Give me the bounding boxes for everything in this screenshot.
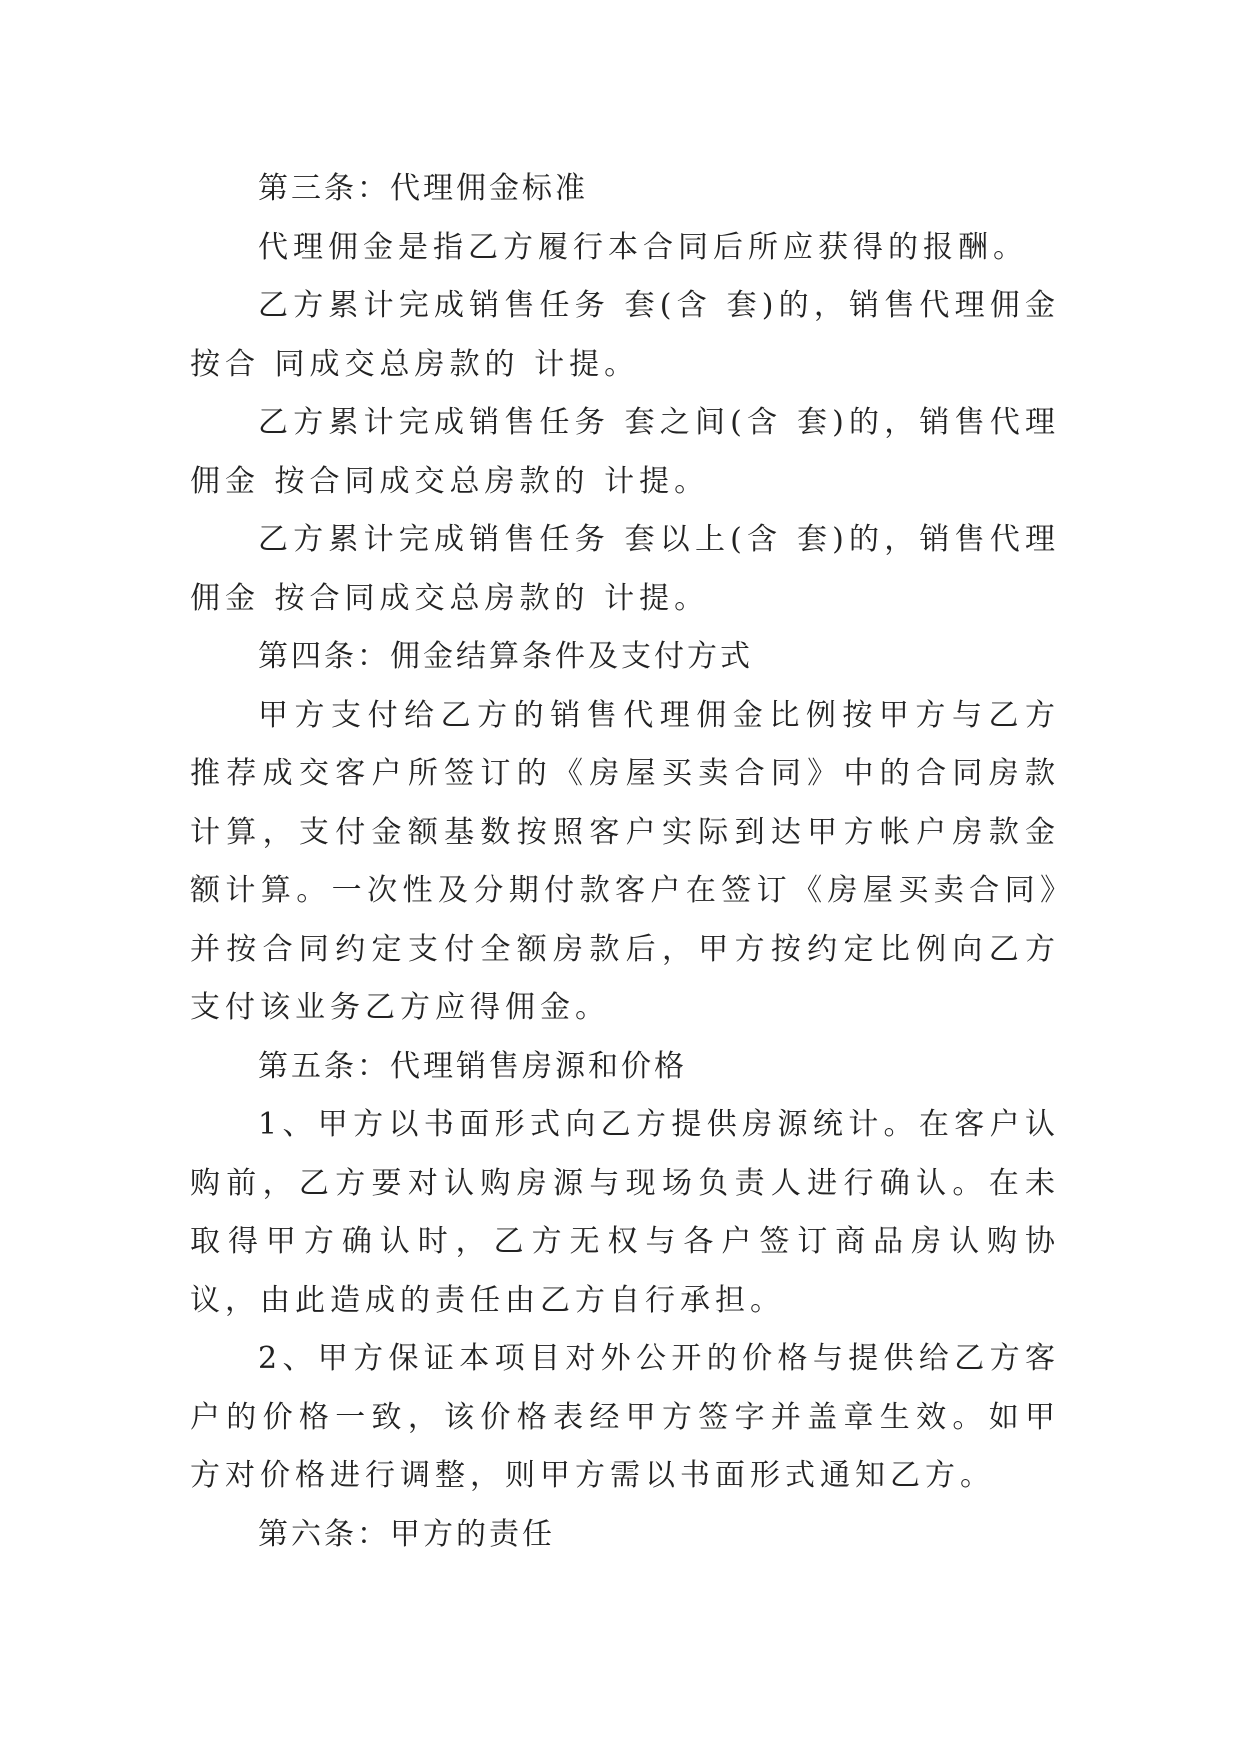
article-3-heading: 第三条：代理佣金标准 (258, 171, 588, 206)
commission-tier-1-paragraph: 乙方累计完成销售任务 套(含 套)的，销售代理佣金按合 同成交总房款的 计提。 (190, 288, 1060, 382)
article-4-heading: 第四条：佣金结算条件及支付方式 (258, 639, 753, 674)
settlement-terms-paragraph: 甲方支付给乙方的销售代理佣金比例按甲方与乙方推荐成交客户所签订的《房屋买卖合同》中的合同房款计算，支付金额基数按照客户实际到达甲方帐户房款金额计算。一次性及分期付款客户在签订《房屋买卖合同》并按合同约定支付全额房款后，甲方按约定比例向乙方支付该业务乙方应得佣金。 (190, 697, 1060, 1025)
article-6-heading: 第六条：甲方的责任 (258, 1516, 555, 1552)
housing-source-clause-paragraph: 1、甲方以书面形式向乙方提供房源统计。在客户认购前，乙方要对认购房源与现场负责人进行确认。在未取得甲方确认时，乙方无权与各户签订商品房认购协议，由此造成的责任由乙方自行承担。 (190, 1107, 1060, 1318)
document-body (190, 160, 1060, 1564)
pricing-clause-paragraph: 2、甲方保证本项目对外公开的价格与提供给乙方客户的价格一致，该价格表经甲方签字并盖章生效。如甲方对价格进行调整，则甲方需以书面形式通知乙方。 (190, 1341, 1060, 1493)
article-5-heading: 第五条：代理销售房源和价格 (258, 1048, 687, 1084)
commission-tier-2-paragraph: 乙方累计完成销售任务 套之间(含 套)的，销售代理佣金 按合同成交总房款的 计提。 (190, 405, 1060, 499)
commission-definition-paragraph: 代理佣金是指乙方履行本合同后所应获得的报酬。 (258, 229, 1028, 265)
commission-tier-3-paragraph: 乙方累计完成销售任务 套以上(含 套)的，销售代理佣金 按合同成交总房款的 计提。 (190, 522, 1060, 616)
